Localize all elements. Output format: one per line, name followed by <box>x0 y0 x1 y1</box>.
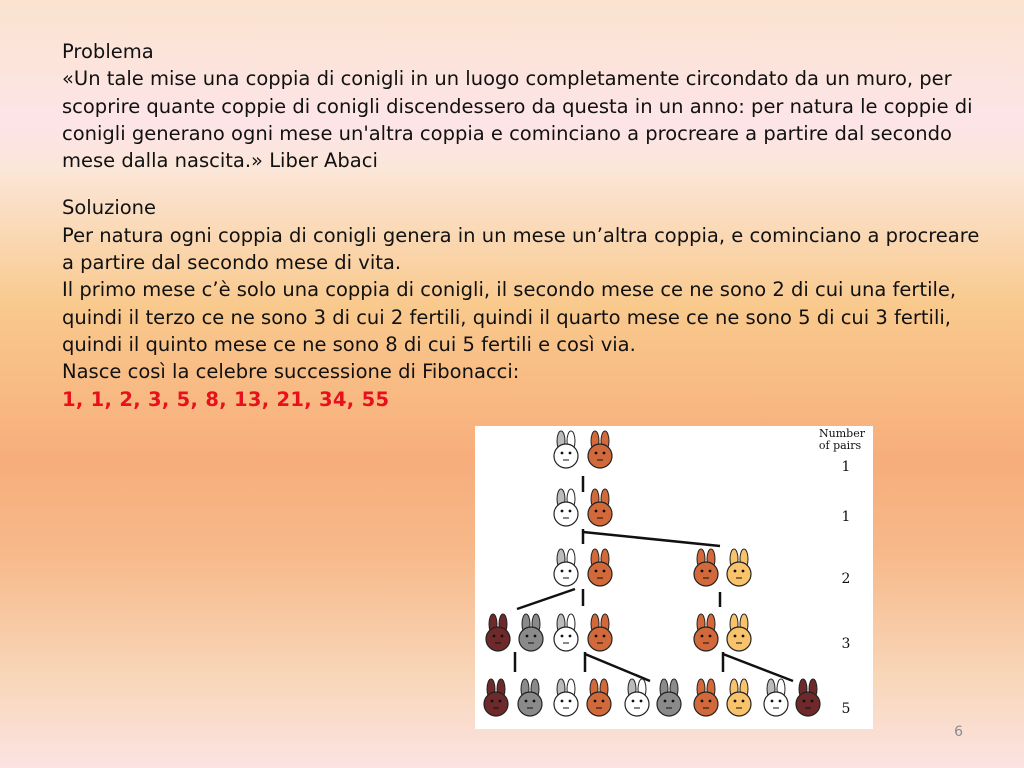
rabbit-head <box>588 489 612 526</box>
pair-count-month-3: 2 <box>841 571 851 587</box>
rabbit-head <box>484 679 508 716</box>
rabbit-head <box>796 679 820 716</box>
rabbit-head <box>694 614 718 651</box>
connector-line <box>517 589 575 609</box>
rabbit-head <box>554 431 578 468</box>
rabbit-head <box>727 614 751 651</box>
fibonacci-sequence: 1, 1, 2, 3, 5, 8, 13, 21, 34, 55 <box>62 387 390 411</box>
page-number: 6 <box>954 724 963 740</box>
rabbit-head <box>554 489 578 526</box>
figure-header-of-pairs: of pairs <box>818 439 862 452</box>
rabbit-head <box>694 549 718 586</box>
rabbit-head <box>554 549 578 586</box>
rabbit-head <box>554 679 578 716</box>
solution-heading: Soluzione <box>62 196 157 220</box>
problem-heading: Problema <box>62 40 154 63</box>
pair-count-month-2: 1 <box>841 509 851 525</box>
connector-line <box>585 654 650 681</box>
rabbit-head <box>588 431 612 468</box>
figure-header-number: Number <box>819 427 865 440</box>
rabbit-head <box>727 679 751 716</box>
rabbit-head <box>554 614 578 651</box>
rabbit-head <box>694 679 718 716</box>
rabbit-head <box>588 549 612 586</box>
pair-count-month-5: 5 <box>841 701 851 717</box>
rabbit-head <box>625 679 649 716</box>
rabbit-family-tree-figure <box>475 426 873 729</box>
rabbit-head <box>519 614 543 651</box>
solution-paragraph-3: Nasce così la celebre successione di Fibonacci: <box>62 360 520 384</box>
rabbit-head <box>486 614 510 651</box>
problem-quote: «Un tale mise una coppia di conigli in un luogo completamente circondato da un muro, per scoprire quante coppie di conigli discendessero da questa in un anno: per natura le coppie di conigli generano ogni mese un'altra coppia e cominciano a procreare a partire dal secondo mese dalla nascita.» Liber Abaci <box>62 67 973 173</box>
rabbit-head <box>657 679 681 716</box>
rabbit-head <box>727 549 751 586</box>
rabbit-head <box>518 679 542 716</box>
solution-paragraph-2: Il primo mese c’è solo una coppia di conigli, il secondo mese ce ne sono 2 di cui una fertile, quindi il terzo ce ne sono 3 di cui 2 fertili, quindi il quarto mese ce ne sono 5 di cui 3 fertili, quindi il quinto mese ce ne sono 8 di cui 5 fertili e così via. <box>62 278 957 356</box>
pair-count-month-4: 3 <box>841 636 851 652</box>
connector-line <box>583 532 720 546</box>
pair-count-month-1: 1 <box>841 459 851 475</box>
rabbit-head <box>764 679 788 716</box>
solution-paragraph-1: Per natura ogni coppia di conigli genera in un mese un’altra coppia, e cominciano a procreare a partire dal secondo mese di vita. <box>62 223 980 275</box>
connector-line <box>723 654 793 681</box>
rabbit-head <box>588 614 612 651</box>
rabbit-head <box>587 679 611 716</box>
text-block <box>62 38 982 413</box>
